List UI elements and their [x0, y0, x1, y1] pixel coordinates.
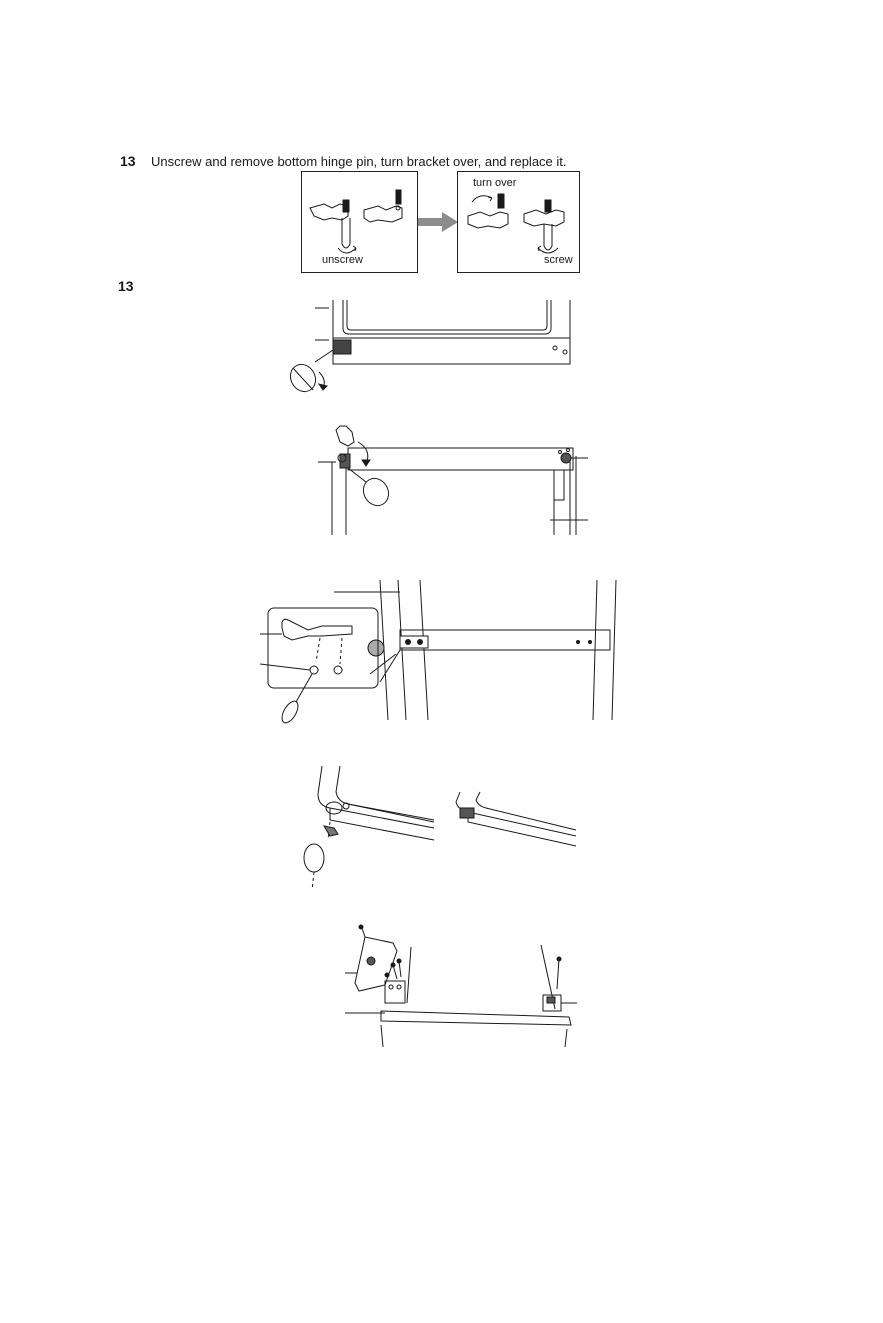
hinge-removal-illustration-1: [285, 298, 585, 403]
turn-over-panel: [457, 171, 580, 273]
arrow-right-icon: [418, 212, 458, 232]
unscrew-panel: [301, 171, 418, 273]
hinge-bracket-icon: [302, 172, 417, 257]
screw-label: screw: [544, 254, 573, 266]
step-13-number: 13: [120, 153, 136, 169]
bottom-bracket-illustration: [345, 925, 585, 1050]
hinge-detail-illustration: [260, 578, 620, 723]
turned-bracket-icon: [458, 172, 579, 262]
lower-hinge-illustration: [300, 762, 580, 892]
step-13b-number: 13: [118, 278, 134, 294]
turn-over-label: turn over: [473, 177, 517, 189]
unscrew-label: unscrew: [322, 254, 363, 266]
hinge-removal-illustration-2: [318, 422, 588, 537]
step-13-instruction: Unscrew and remove bottom hinge pin, turn bracket over, and replace it.: [151, 154, 567, 169]
